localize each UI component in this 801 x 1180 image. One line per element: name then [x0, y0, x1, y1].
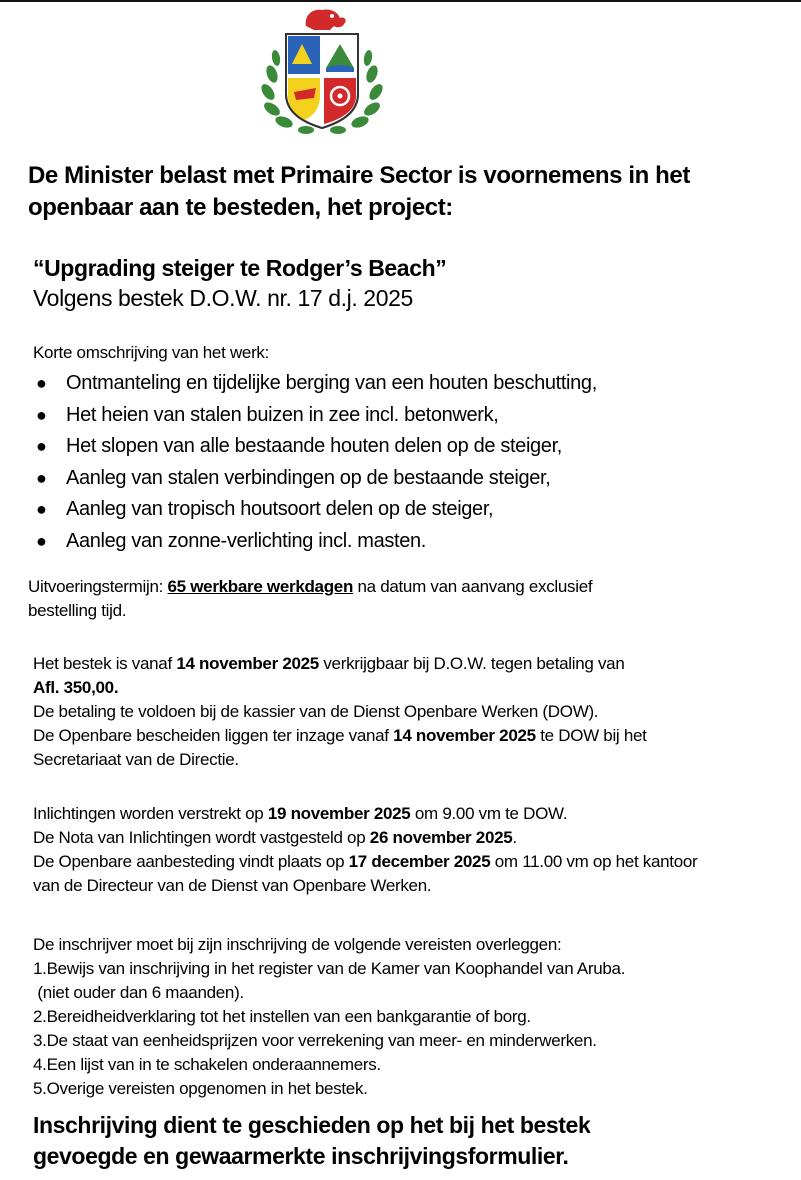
bullet-icon: ●	[36, 499, 47, 519]
list-item: ● Ontmanteling en tijdelijke berging van een houten beschutting,	[33, 368, 597, 400]
bullet-icon: ●	[36, 436, 47, 456]
list-item: ● Het heien van stalen buizen in zee incl. betonwerk,	[33, 400, 597, 432]
list-item: ● Het slopen van alle bestaande houten delen op de steiger,	[33, 431, 597, 463]
description-intro: Korte omschrijving van het werk:	[33, 343, 270, 362]
bullet-icon: ●	[36, 373, 47, 393]
heading-line-1: De Minister belast met Primaire Sector is voornemens in het	[28, 162, 690, 189]
term-value: 65 werkbare werkdagen	[167, 577, 354, 596]
requirements-intro: De inschrijver moet bij zijn inschrijving de volgende vereisten overleggen:	[33, 935, 562, 954]
bestek-info: Het bestek is vanaf 14 november 2025 verkrijgbaar bij D.O.W. tegen betaling van Afl. 350,00. De betaling te voldoen bij de kassier van de Dienst Openbare Werken (DOW). De Openbare bescheiden liggen ter inzage vanaf 14 november 2025 te DOW bij het Secretariaat van de Directie.	[33, 654, 647, 769]
requirements	[33, 933, 625, 1101]
inlichtingen-info: Inlichtingen worden verstrekt op 19 november 2025 om 9.00 vm te DOW. De Nota van Inlichtingen wordt vastgesteld op 26 november 2025. De Openbare aanbesteding vindt plaats op 17 december 2025 om 11.00 vm op het kantoor van de Directeur van de Dienst van Openbare Werken.	[33, 804, 698, 895]
list-item: 3.De staat van eenheidsprijzen voor verrekening van meer- en minderwerken.	[33, 1031, 597, 1050]
work-list	[33, 368, 597, 557]
list-item: ● Aanleg van stalen verbindingen op de bestaande steiger,	[33, 463, 597, 495]
list-item: (niet ouder dan 6 maanden).	[33, 983, 244, 1002]
project-subtitle: Volgens bestek D.O.W. nr. 17 d.j. 2025	[33, 285, 413, 311]
announcement-heading	[28, 160, 778, 224]
list-item: ● Aanleg van tropisch houtsoort delen op de steiger,	[33, 494, 597, 526]
execution-term: Uitvoeringstermijn: 65 werkbare werkdagen na datum van aanvang exclusief bestelling tijd.	[28, 577, 593, 620]
bullet-icon: ●	[36, 404, 47, 425]
heading-line-2: openbaar aan te besteden, het project:	[28, 194, 453, 221]
coat-of-arms-icon	[258, 4, 386, 140]
top-border	[0, 0, 801, 2]
bullet-icon: ●	[36, 530, 47, 551]
project-title: “Upgrading steiger te Rodger’s Beach”	[33, 255, 447, 281]
bullet-icon: ●	[36, 467, 47, 488]
list-item: 5.Overige vereisten opgenomen in het bestek.	[33, 1079, 368, 1098]
list-item: 2.Bereidheidverklaring tot het instellen van een bankgarantie of borg.	[33, 1007, 531, 1026]
closing-statement: Inschrijving dient te geschieden op het bij het bestek gevoegde en gewaarmerkte inschrijvingsformulier.	[33, 1112, 591, 1169]
list-item: 1.Bewijs van inschrijving in het register van de Kamer van Koophandel van Aruba.	[33, 959, 626, 978]
list-item: ● Aanleg van zonne-verlichting incl. masten.	[33, 526, 597, 558]
list-item: 4.Een lijst van in te schakelen onderaannemers.	[33, 1055, 381, 1074]
